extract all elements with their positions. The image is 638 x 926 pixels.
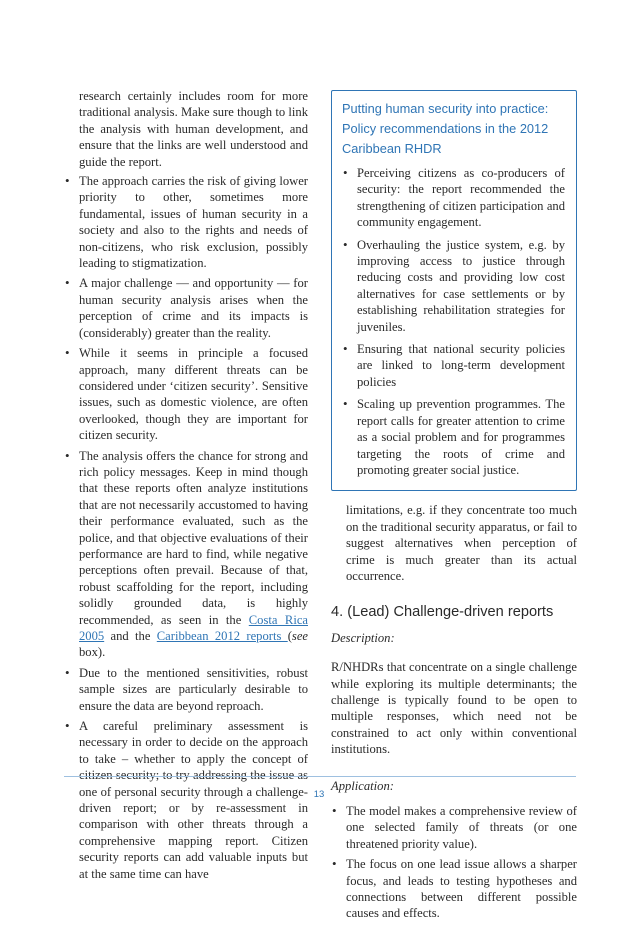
list-item: • A careful preliminary assessment is necessary in order to decide on the approach to take – whether to apply the concept of citizen security; to try addressing the issue as one of personal security through a challenge-driven report; or by re-assessment in comparison with other threats through a comprehensive mapping report. Citizen security reports can add valuable inputs but at the same time can have bbox=[64, 718, 308, 882]
bullet-text: and the bbox=[104, 629, 157, 643]
see-reference: see bbox=[291, 629, 309, 643]
description-label: Description: bbox=[331, 630, 395, 645]
list-item: • Due to the mentioned sensitivities, robust sample sizes are particularly desirable to ensure the data are beyond reproach. bbox=[64, 665, 308, 714]
box-title bbox=[342, 99, 565, 159]
list-item: • A major challenge — and opportunity — for human security analysis arises when the perception of crime and its impacts is (considerably) greater than the reality. bbox=[64, 275, 308, 341]
list-item: • Overhauling the justice system, e.g. by improving access to justice through reducing costs and providing low cost alternatives for case settlements or by establishing rehabilitation strategies for juveniles. bbox=[342, 237, 565, 335]
list-item-with-links bbox=[64, 448, 308, 661]
list-item: • The model makes a comprehensive review of one selected family of threats (or one threatened priority value). bbox=[331, 803, 577, 852]
box-title-line: Putting human security into practice: bbox=[342, 101, 549, 116]
page-number: 13 bbox=[313, 789, 325, 800]
list-item: • Perceiving citizens as co-producers of security: the report recommended the strengthening of citizen participation and community engagement. bbox=[342, 165, 565, 231]
list-item: • Ensuring that national security policies are linked to long-term development policies bbox=[342, 341, 565, 390]
application-bullet-list bbox=[331, 803, 577, 922]
section-heading: 4. (Lead) Challenge-driven reports bbox=[331, 604, 554, 621]
application-label: Application: bbox=[331, 778, 394, 793]
list-item: • While it seems in principle a focused approach, many different threats can be considered under ‘citizen security’. Sensitive issues, such as domestic violence, are often overlooked, though they are important for citizen security. bbox=[64, 345, 308, 443]
box-title-line: Policy recommendations in the 2012 bbox=[342, 121, 549, 136]
list-item: • The focus on one lead issue allows a sharper focus, and leads to testing hypotheses and connections between different possible causes and effects. bbox=[331, 856, 577, 922]
right-column bbox=[331, 88, 577, 926]
left-column bbox=[64, 88, 308, 886]
policy-recommendations-box bbox=[331, 90, 577, 491]
list-item: • The approach carries the risk of giving lower priority to other, sometimes more fundamental, issues of human security in a society and also to the rights and needs of non-citizens, who risk exclusion, possibly leading to stigmatization. bbox=[64, 173, 308, 271]
bullet-text: ( bbox=[287, 629, 292, 643]
continuation-paragraph: limitations, e.g. if they concentrate too much on the traditional security apparatus, or fail to suggest alternatives when perception of crime is much greater than its actual occurrence. bbox=[346, 503, 577, 583]
description-paragraph: R/NHDRs that concentrate on a single challenge while exploring its multiple determinants; the challenge is typically found to be open to multiple responses, which need not be constrained to act only within conventional institutions. bbox=[331, 660, 577, 757]
caribbean-2012-link[interactable]: Caribbean 2012 reports bbox=[156, 629, 288, 643]
footer-divider bbox=[64, 776, 576, 777]
box-bullet-list bbox=[342, 165, 565, 478]
intro-paragraph: research certainly includes room for more traditional analysis. Make sure though to link the analysis with human development, and ensure that the links are well understood and guide the report. bbox=[79, 89, 308, 169]
costa-rica-2005-link[interactable]: Costa Rica 2005 bbox=[79, 612, 308, 643]
bullet-text: box). bbox=[79, 645, 106, 660]
list-item: • Scaling up prevention programmes. The report calls for greater attention to crime as a social problem and for programmes targeting the roots of crime and promoting greater social justice. bbox=[342, 396, 565, 478]
box-title-line: Caribbean RHDR bbox=[342, 141, 442, 156]
bullet-text: The analysis offers the chance for strong and rich policy messages. Keep in mind though that these reports often analyze institutions that are not necessarily accustomed to having their performance evaluated, such as the police, and that objective evaluations of their performance are hard to find, while negative perceptions often prevail. Because of that, robust scaffolding for the report, including solidly grounded data, is highly recommended, as seen in the bbox=[79, 448, 308, 627]
